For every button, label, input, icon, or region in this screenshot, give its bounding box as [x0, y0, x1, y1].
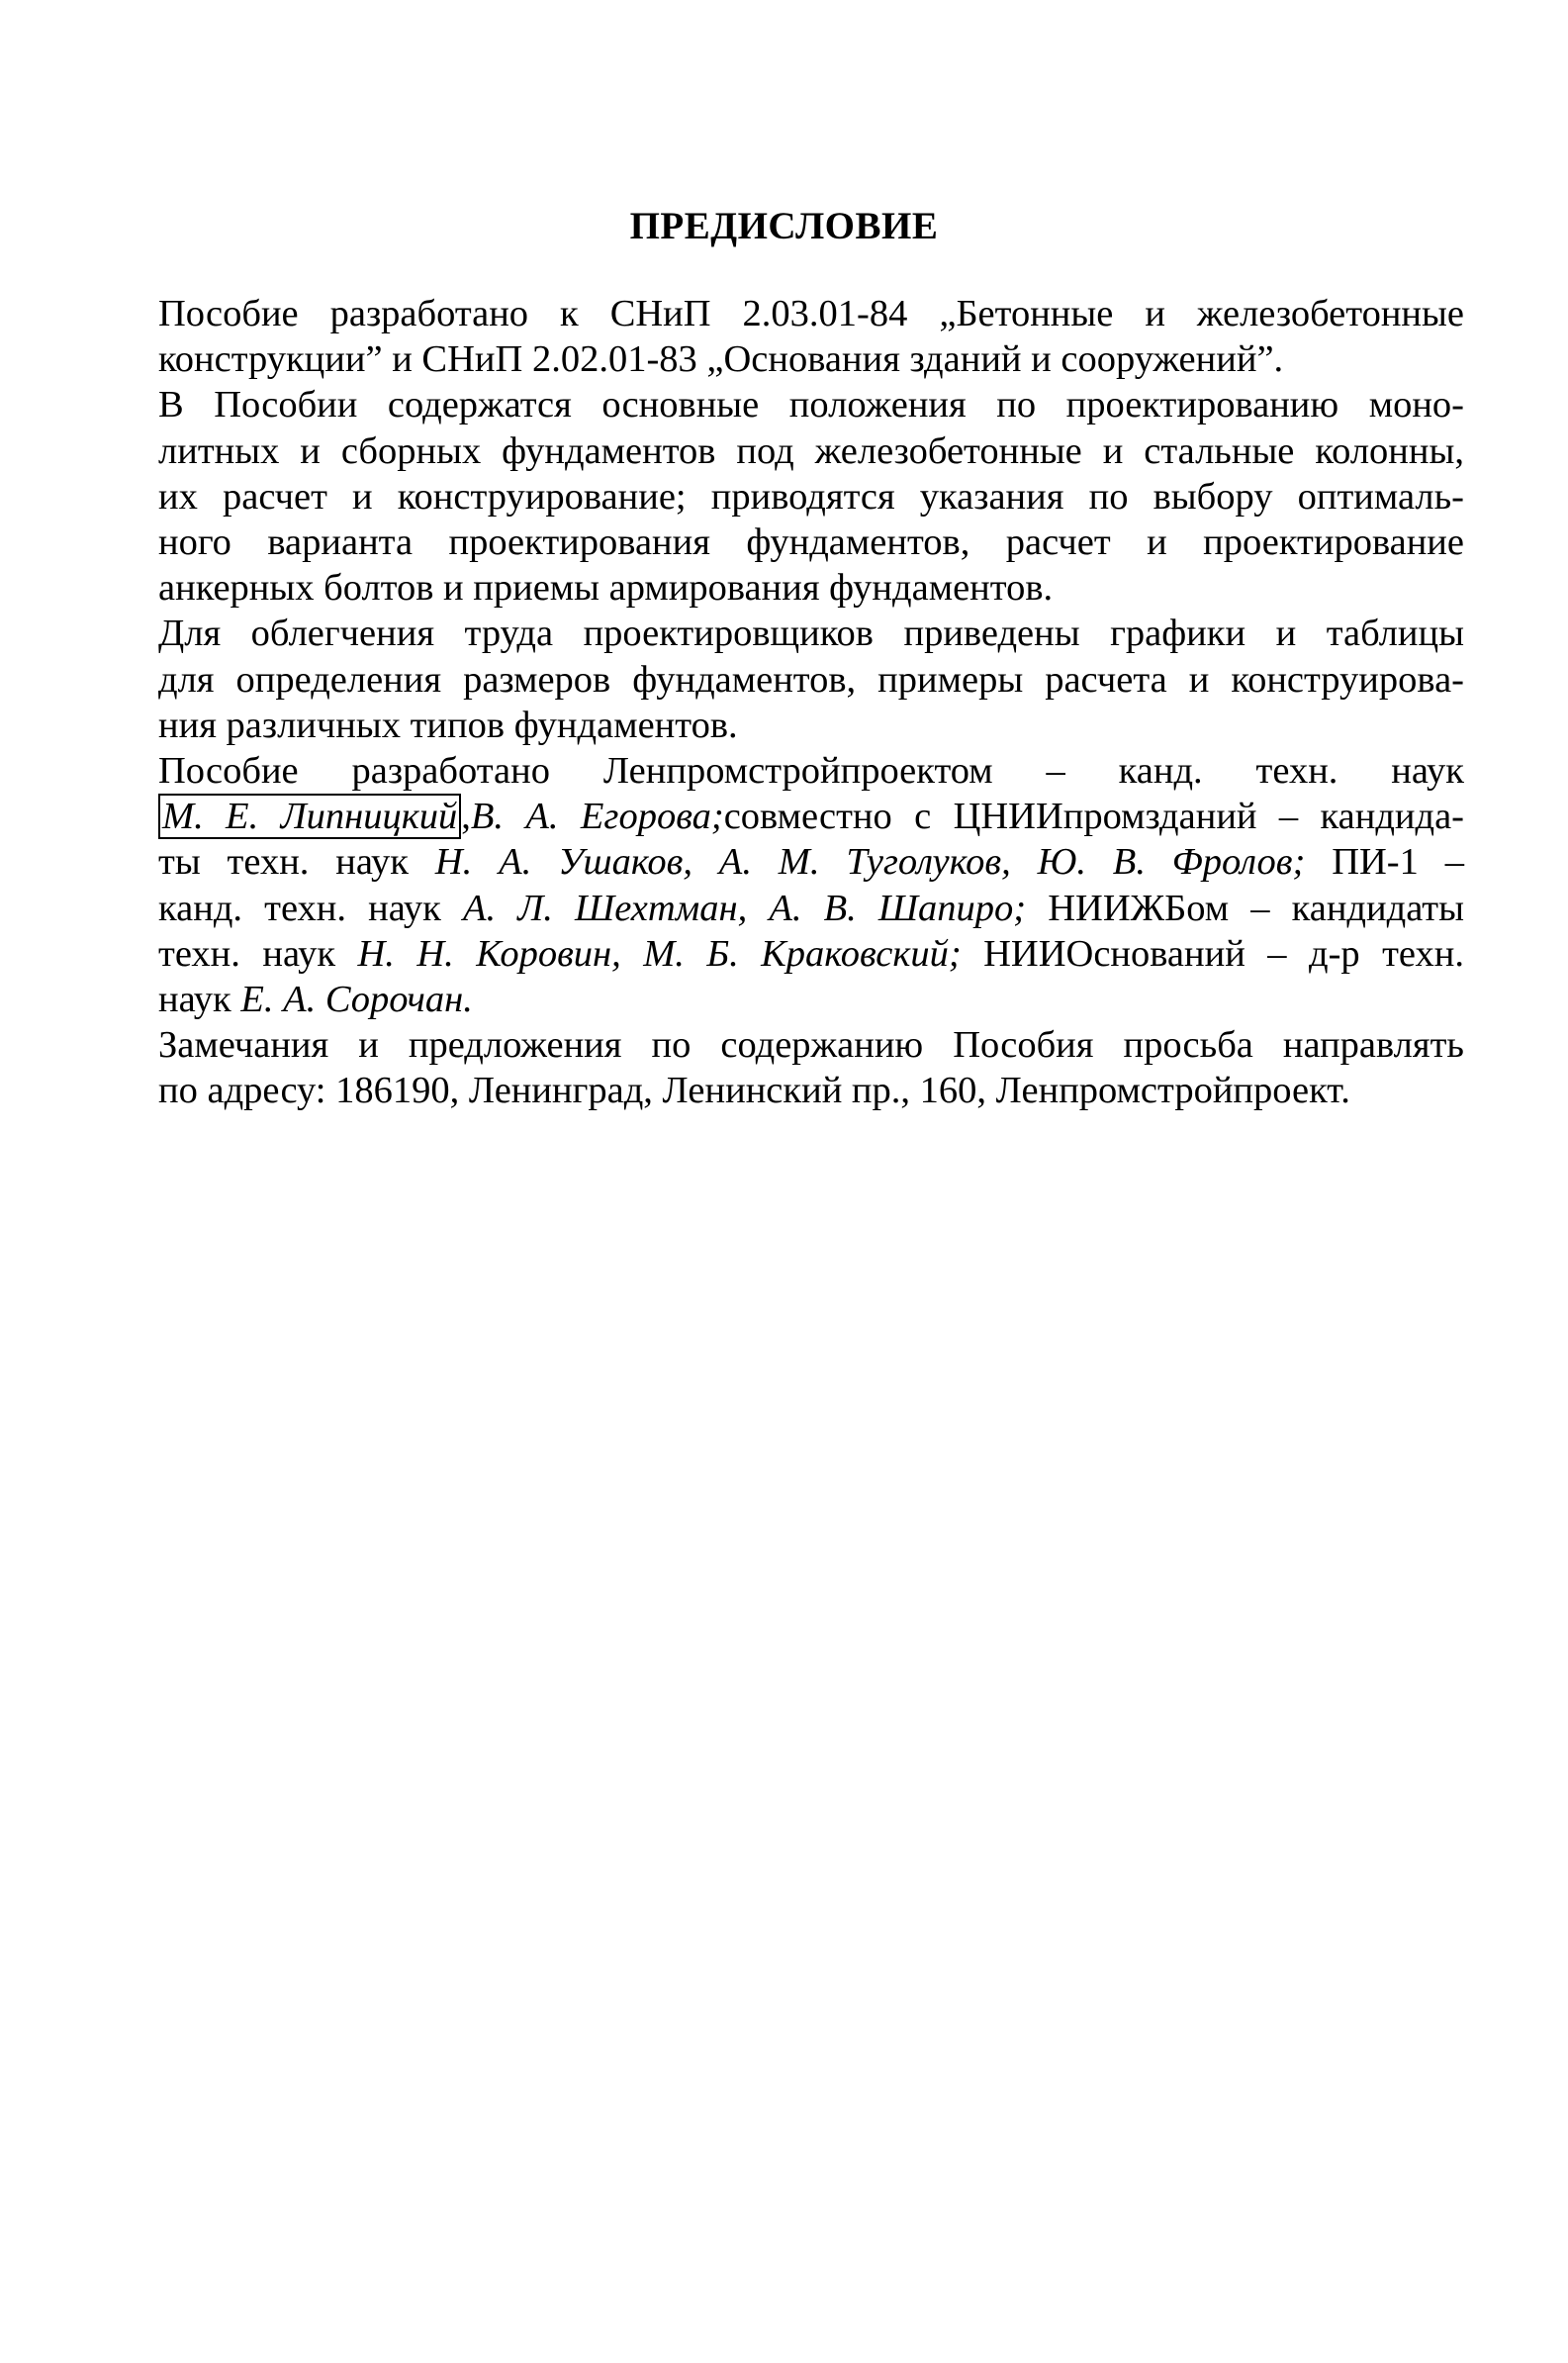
text-line: ния различных типов фундаментов.	[158, 704, 738, 746]
text-fragment: канд. техн. наук	[158, 887, 463, 929]
text-line	[111, 839, 1464, 885]
author-names: Н. А. Ушаков, А. М. Туголуков, Ю. В. Фролов;	[434, 841, 1306, 884]
text-fragment: совместно с ЦНИИпромзданий – кандида-	[723, 796, 1465, 838]
text-fragment: ты техн. наук	[158, 841, 435, 884]
text-line: их расчет и конструирование; приводятся указания по выбору оптималь-	[158, 475, 1464, 518]
text-line: В Пособии содержатся основные положения по проектированию моно-	[158, 384, 1464, 426]
text-line	[111, 931, 1464, 977]
text-line	[111, 977, 1464, 1022]
preface-body	[111, 291, 1464, 1114]
text-line	[111, 886, 1464, 931]
text-fragment: НИИОснований – д-р техн.	[961, 932, 1464, 975]
text-line: конструкции” и СНиП 2.02.01-83 „Основания зданий и сооружений”.	[158, 338, 1284, 381]
text-fragment: ПИ-1 –	[1305, 841, 1464, 884]
author-names: Е. А. Сорочан.	[240, 979, 473, 1021]
text-line: Пособие разработано к СНиП 2.03.01-84 „Бетонные и железобетонные	[158, 293, 1464, 334]
paragraph-authors	[111, 748, 1464, 1022]
text-line: для определения размеров фундаментов, примеры расчета и конструирова-	[158, 658, 1464, 701]
page-title: ПРЕДИСЛОВИЕ	[629, 205, 939, 247]
text-fragment: НИИЖБом – кандидаты	[1026, 887, 1464, 929]
author-name: В. А. Егорова;	[470, 796, 724, 838]
text-line: Пособие разработано Ленпромстройпроектом – канд. техн. наук	[158, 750, 1464, 793]
boxed-author-name: М. Е. Липницкий	[158, 794, 461, 839]
author-names: А. Л. Шехтман, А. В. Шапиро;	[462, 887, 1027, 929]
separator: ,	[461, 796, 471, 838]
text-line: ного варианта проектирования фундаментов, расчет и проектирование	[158, 521, 1464, 564]
text-fragment: наук	[158, 979, 241, 1021]
text-line: анкерных болтов и приемы армирования фундаментов.	[158, 567, 1054, 610]
text-line	[111, 794, 1464, 839]
paragraph-contact	[111, 1022, 1464, 1113]
text-line: Для облегчения труда проектировщиков приведены графики и таблицы	[158, 613, 1464, 655]
paragraph-standards	[111, 291, 1464, 382]
text-line: по адресу: 186190, Ленинград, Ленинский пр., 160, Ленпромстройпроект.	[158, 1070, 1350, 1112]
text-line: литных и сборных фундаментов под железобетонные и стальные колонны,	[158, 429, 1464, 472]
text-line: Замечания и предложения по содержанию Пособия просьба направлять	[158, 1024, 1464, 1067]
paragraph-tables	[111, 611, 1464, 748]
text-fragment: техн. наук	[158, 932, 358, 975]
paragraph-contents	[111, 382, 1464, 611]
author-names: Н. Н. Коровин, М. Б. Краковский;	[357, 932, 962, 975]
